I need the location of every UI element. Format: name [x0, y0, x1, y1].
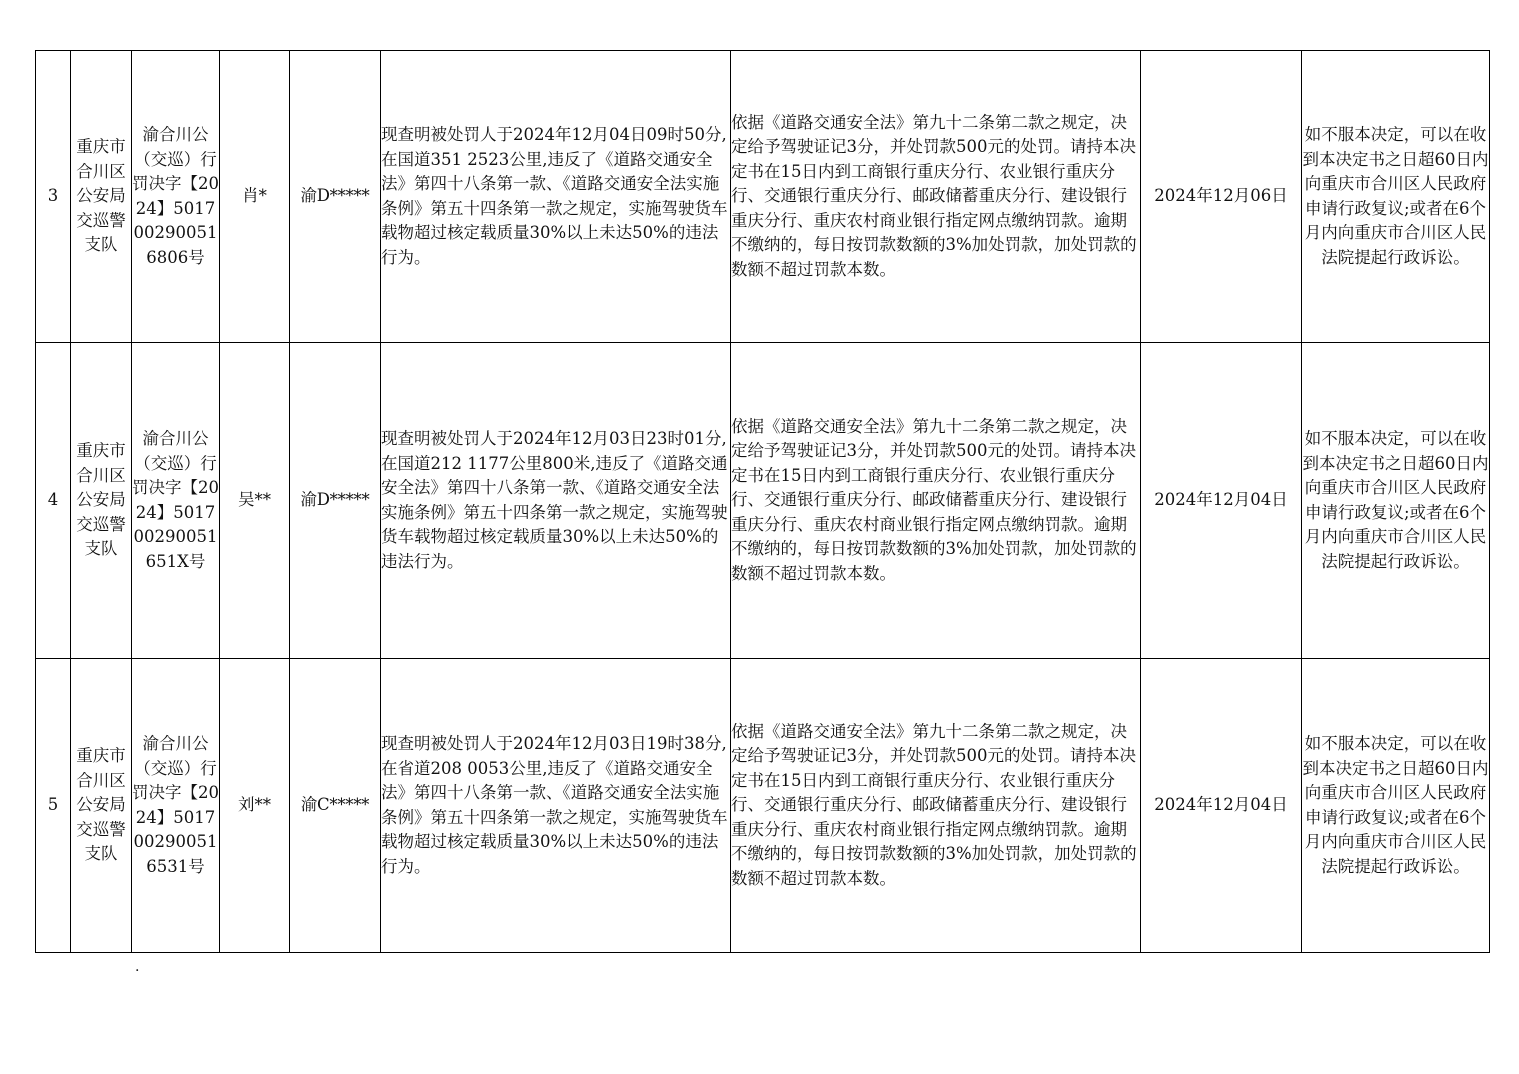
- table-row: [36, 51, 1490, 343]
- offender-name: 刘**: [220, 659, 290, 953]
- decision-number: 渝合川公（交巡）行罚决字【2024】5017002900516531号: [132, 659, 220, 953]
- table-row: [36, 343, 1490, 659]
- violation-facts: 现查明被处罚人于2024年12月04日09时50分,在国道351 2523公里,违反了《道路交通安全法》第四十八条第一款、《道路交通安全法实施条例》第五十四条第一款之规定，实施驾驶货车载物超过核定载质量30%以上未达50%的违法行为。: [381, 51, 731, 343]
- legal-remedy: 如不服本决定，可以在收到本决定书之日超60日内向重庆市合川区人民政府申请行政复议;或者在6个月内向重庆市合川区人民法院提起行政诉讼。: [1302, 659, 1490, 953]
- plate-number: 渝D*****: [290, 51, 381, 343]
- decision-number: 渝合川公（交巡）行罚决字【2024】5017002900516806号: [132, 51, 220, 343]
- row-number: 3: [36, 51, 71, 343]
- violation-facts: 现查明被处罚人于2024年12月03日23时01分,在国道212 1177公里800米,违反了《道路交通安全法》第四十八条第一款、《道路交通安全法实施条例》第五十四条第一款之规定，实施驾驶货车载物超过核定载质量30%以上未达50%的违法行为。: [381, 343, 731, 659]
- row-number: 4: [36, 343, 71, 659]
- penalty-basis: 依据《道路交通安全法》第九十二条第二款之规定，决定给予驾驶证记3分，并处罚款500元的处罚。请持本决定书在15日内到工商银行重庆分行、农业银行重庆分行、交通银行重庆分行、邮政储蓄重庆分行、建设银行重庆分行、重庆农村商业银行指定网点缴纳罚款。逾期不缴纳的，每日按罚款数额的3%加处罚款，加处罚款的数额不超过罚款本数。: [731, 659, 1141, 953]
- row-number: 5: [36, 659, 71, 953]
- decision-date: 2024年12月06日: [1141, 51, 1302, 343]
- legal-remedy: 如不服本决定，可以在收到本决定书之日超60日内向重庆市合川区人民政府申请行政复议;或者在6个月内向重庆市合川区人民法院提起行政诉讼。: [1302, 51, 1490, 343]
- plate-number: 渝C*****: [290, 659, 381, 953]
- table-row: [36, 659, 1490, 953]
- offender-name: 吴**: [220, 343, 290, 659]
- penalty-basis: 依据《道路交通安全法》第九十二条第二款之规定，决定给予驾驶证记3分，并处罚款500元的处罚。请持本决定书在15日内到工商银行重庆分行、农业银行重庆分行、交通银行重庆分行、邮政储蓄重庆分行、建设银行重庆分行、重庆农村商业银行指定网点缴纳罚款。逾期不缴纳的，每日按罚款数额的3%加处罚款，加处罚款的数额不超过罚款本数。: [731, 343, 1141, 659]
- issuing-unit: 重庆市合川区公安局交巡警支队: [71, 343, 132, 659]
- issuing-unit: 重庆市合川区公安局交巡警支队: [71, 51, 132, 343]
- violation-facts: 现查明被处罚人于2024年12月03日19时38分,在省道208 0053公里,违反了《道路交通安全法》第四十八条第一款、《道路交通安全法实施条例》第五十四条第一款之规定，实施驾驶货车载物超过核定载质量30%以上未达50%的违法行为。: [381, 659, 731, 953]
- footer-mark: .: [135, 959, 140, 975]
- decision-date: 2024年12月04日: [1141, 343, 1302, 659]
- decision-date: 2024年12月04日: [1141, 659, 1302, 953]
- offender-name: 肖*: [220, 51, 290, 343]
- issuing-unit: 重庆市合川区公安局交巡警支队: [71, 659, 132, 953]
- penalty-basis: 依据《道路交通安全法》第九十二条第二款之规定，决定给予驾驶证记3分，并处罚款500元的处罚。请持本决定书在15日内到工商银行重庆分行、农业银行重庆分行、交通银行重庆分行、邮政储蓄重庆分行、建设银行重庆分行、重庆农村商业银行指定网点缴纳罚款。逾期不缴纳的，每日按罚款数额的3%加处罚款，加处罚款的数额不超过罚款本数。: [731, 51, 1141, 343]
- penalty-decisions-table: [35, 50, 1490, 953]
- plate-number: 渝D*****: [290, 343, 381, 659]
- decision-number: 渝合川公（交巡）行罚决字【2024】501700290051651X号: [132, 343, 220, 659]
- legal-remedy: 如不服本决定，可以在收到本决定书之日超60日内向重庆市合川区人民政府申请行政复议;或者在6个月内向重庆市合川区人民法院提起行政诉讼。: [1302, 343, 1490, 659]
